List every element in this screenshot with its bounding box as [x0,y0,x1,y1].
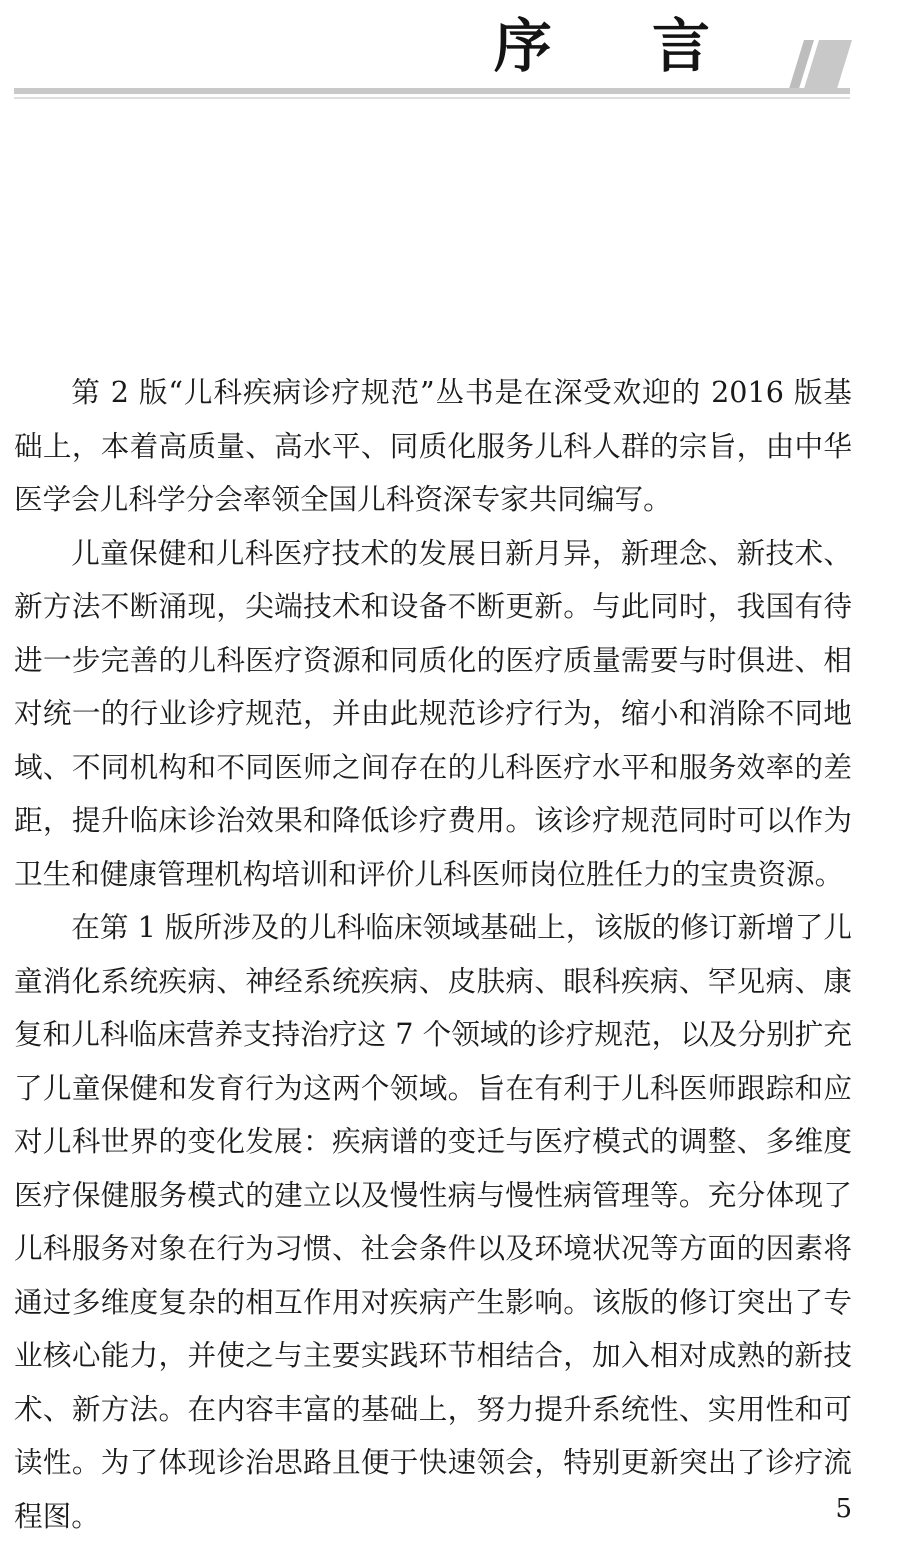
page-header [0,0,900,110]
header-rule-thin [14,97,850,99]
preface-body [14,366,852,1543]
header-rule [14,88,850,94]
page-title: 序 言 [493,12,750,80]
paragraph-2: 儿童保健和儿科医疗技术的发展日新月异，新理念、新技术、新方法不断涌现，尖端技术和设备不断更新。与此同时，我国有待进一步完善的儿科医疗资源和同质化的医疗质量需要与时俱进、相对统一的行业诊疗规范，并由此规范诊疗行为，缩小和消除不同地域、不同机构和不同医师之间存在的儿科医疗水平和服务效率的差距，提升临床诊治效果和降低诊疗费用。该诊疗规范同时可以作为卫生和健康管理机构培训和评价儿科医师岗位胜任力的宝贵资源。 [14,535,852,891]
page-number: 5 [835,1494,852,1524]
paragraph-3: 在第 1 版所涉及的儿科临床领域基础上，该版的修订新增了儿童消化系统疾病、神经系统疾病、皮肤病、眼科疾病、罕见病、康复和儿科临床营养支持治疗这 7 个领域的诊疗规范，以及分别扩充了儿童保健和发育行为这两个领域。旨在有利于儿科医师跟踪和应对儿科世界的变化发展：疾病谱的变迁与医疗模式的调整、多维度医疗保健服务模式的建立以及慢性病与慢性病管理等。充分体现了儿科服务对象在行为习惯、社会条件以及环境状况等方面的因素将通过多维度复杂的相互作用对疾病产生影响。该版的修订突出了专业核心能力，并使之与主要实践环节相结合，加入相对成熟的新技术、新方法。在内容丰富的基础上，努力提升系统性、实用性和可读性。为了体现诊治思路且便于快速领会，特别更新突出了诊疗流程图。 [14,910,852,1533]
paragraph-1: 第 2 版“儿科疾病诊疗规范”丛书是在深受欢迎的 2016 版基础上，本着高质量、高水平、同质化服务儿科人群的宗旨，由中华医学会儿科学分会率领全国儿科资深专家共同编写。 [14,375,852,516]
header-decoration-stripes [786,36,856,96]
